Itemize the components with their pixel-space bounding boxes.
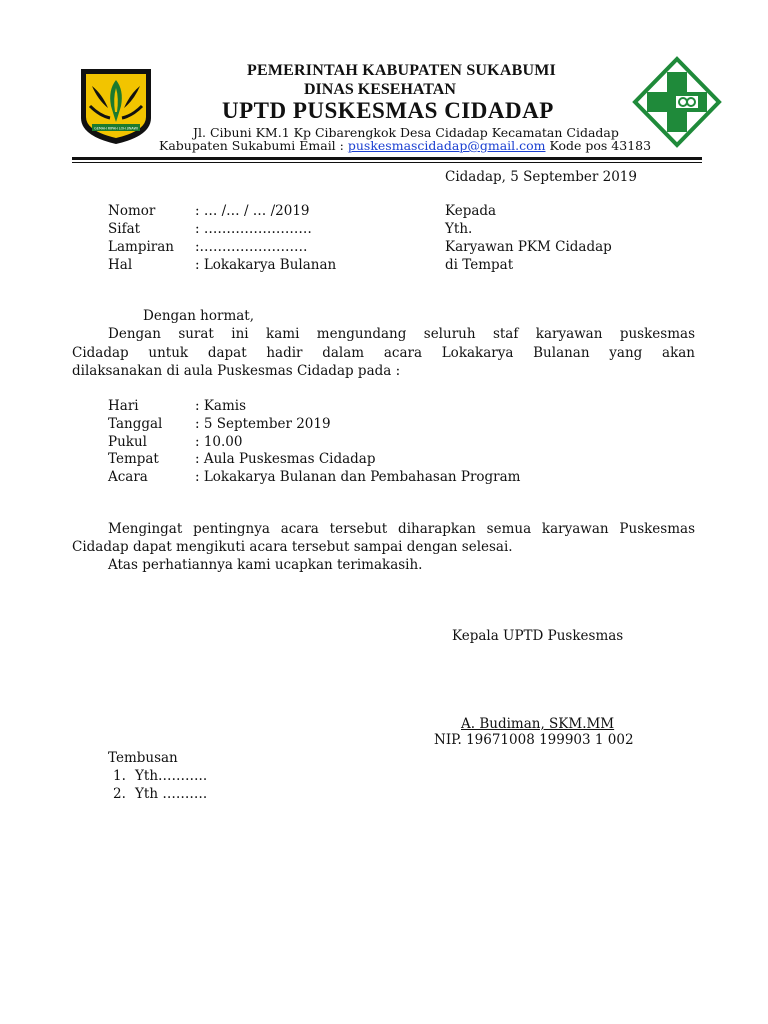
cc-item-text: Yth ……….	[135, 786, 208, 802]
meta-value-lampiran: :……………………	[195, 239, 308, 255]
signatory-nip: NIP. 19671008 199903 1 002	[434, 732, 634, 748]
detail-value-hari: : Kamis	[195, 398, 247, 414]
closing-line-3: Atas perhatiannya kami ucapkan terimakasih.	[108, 557, 423, 573]
meta-label-hal: Hal	[108, 257, 133, 273]
cc-title: Tembusan	[108, 750, 178, 766]
intro-line-1: Dengan surat ini kami mengundang seluruh staf karyawan puskesmas	[108, 326, 695, 342]
meta-label-lampiran: Lampiran	[108, 239, 174, 255]
closing-line-1: Mengingat pentingnya acara tersebut diharapkan semua karyawan Puskesmas	[108, 521, 695, 537]
seal-motto: GEMAH RIPAH LOH JINAWI	[94, 126, 138, 131]
signature-title: Kepala UPTD Puskesmas	[452, 628, 624, 644]
intro-line-2: Cidadap untuk dapat hadir dalam acara Lokakarya Bulanan yang akan	[72, 345, 695, 361]
signatory-name: A. Budiman, SKM.MM	[461, 716, 615, 732]
detail-label-hari: Hari	[108, 398, 139, 414]
letterhead-rule-thick	[72, 157, 702, 160]
letterhead-institution: UPTD PUSKESMAS CIDADAP	[222, 98, 554, 123]
cc-item-number: 2.	[113, 786, 126, 802]
closing-line-2: Cidadap dapat mengikuti acara tersebut sampai dengan selesai.	[72, 539, 513, 555]
detail-label-tanggal: Tanggal	[108, 416, 163, 432]
detail-value-tanggal: : 5 September 2019	[195, 416, 331, 432]
detail-label-tempat: Tempat	[108, 451, 159, 467]
meta-label-nomor: Nomor	[108, 203, 156, 219]
detail-label-pukul: Pukul	[108, 434, 147, 450]
intro-line-3: dilaksanakan di aula Puskesmas Cidadap pada :	[72, 363, 401, 379]
kabupaten-sukabumi-seal-icon	[78, 66, 154, 146]
recipient-line: Yth.	[445, 221, 473, 237]
detail-value-acara: : Lokakarya Bulanan dan Pembahasan Program	[195, 469, 521, 485]
detail-value-tempat: : Aula Puskesmas Cidadap	[195, 451, 376, 467]
meta-value-sifat: : ……………………	[195, 221, 312, 237]
meta-value-nomor: : … /… / … /2019	[195, 203, 310, 219]
meta-value-hal: : Lokakarya Bulanan	[195, 257, 337, 273]
letterhead-address: Jl. Cibuni KM.1 Kp Cibarengkok Desa Cidadap Kecamatan Cidadap	[193, 125, 619, 140]
letterhead-rule-thin	[72, 162, 702, 163]
cc-item-text: Yth………..	[135, 768, 208, 784]
email-link[interactable]: puskesmascidadap@gmail.com	[347, 138, 546, 153]
postal-code: Kode pos 43183	[549, 138, 652, 153]
letterhead-government: PEMERINTAH KABUPATEN SUKABUMI	[247, 62, 556, 79]
detail-label-acara: Acara	[108, 469, 148, 485]
recipient-line: Kepada	[445, 203, 497, 219]
greeting: Dengan hormat,	[143, 308, 255, 324]
contact-prefix: Kabupaten Sukabumi Email :	[159, 138, 344, 153]
detail-value-pukul: : 10.00	[195, 434, 243, 450]
cc-item-number: 1.	[113, 768, 126, 784]
recipient-line: di Tempat	[445, 257, 514, 273]
letterhead-contact	[159, 138, 651, 153]
puskesmas-cross-icon	[632, 56, 722, 148]
meta-label-sifat: Sifat	[108, 221, 141, 237]
recipient-line: Karyawan PKM Cidadap	[445, 239, 612, 255]
place-date: Cidadap, 5 September 2019	[445, 169, 637, 185]
letterhead-department: DINAS KESEHATAN	[304, 81, 456, 98]
